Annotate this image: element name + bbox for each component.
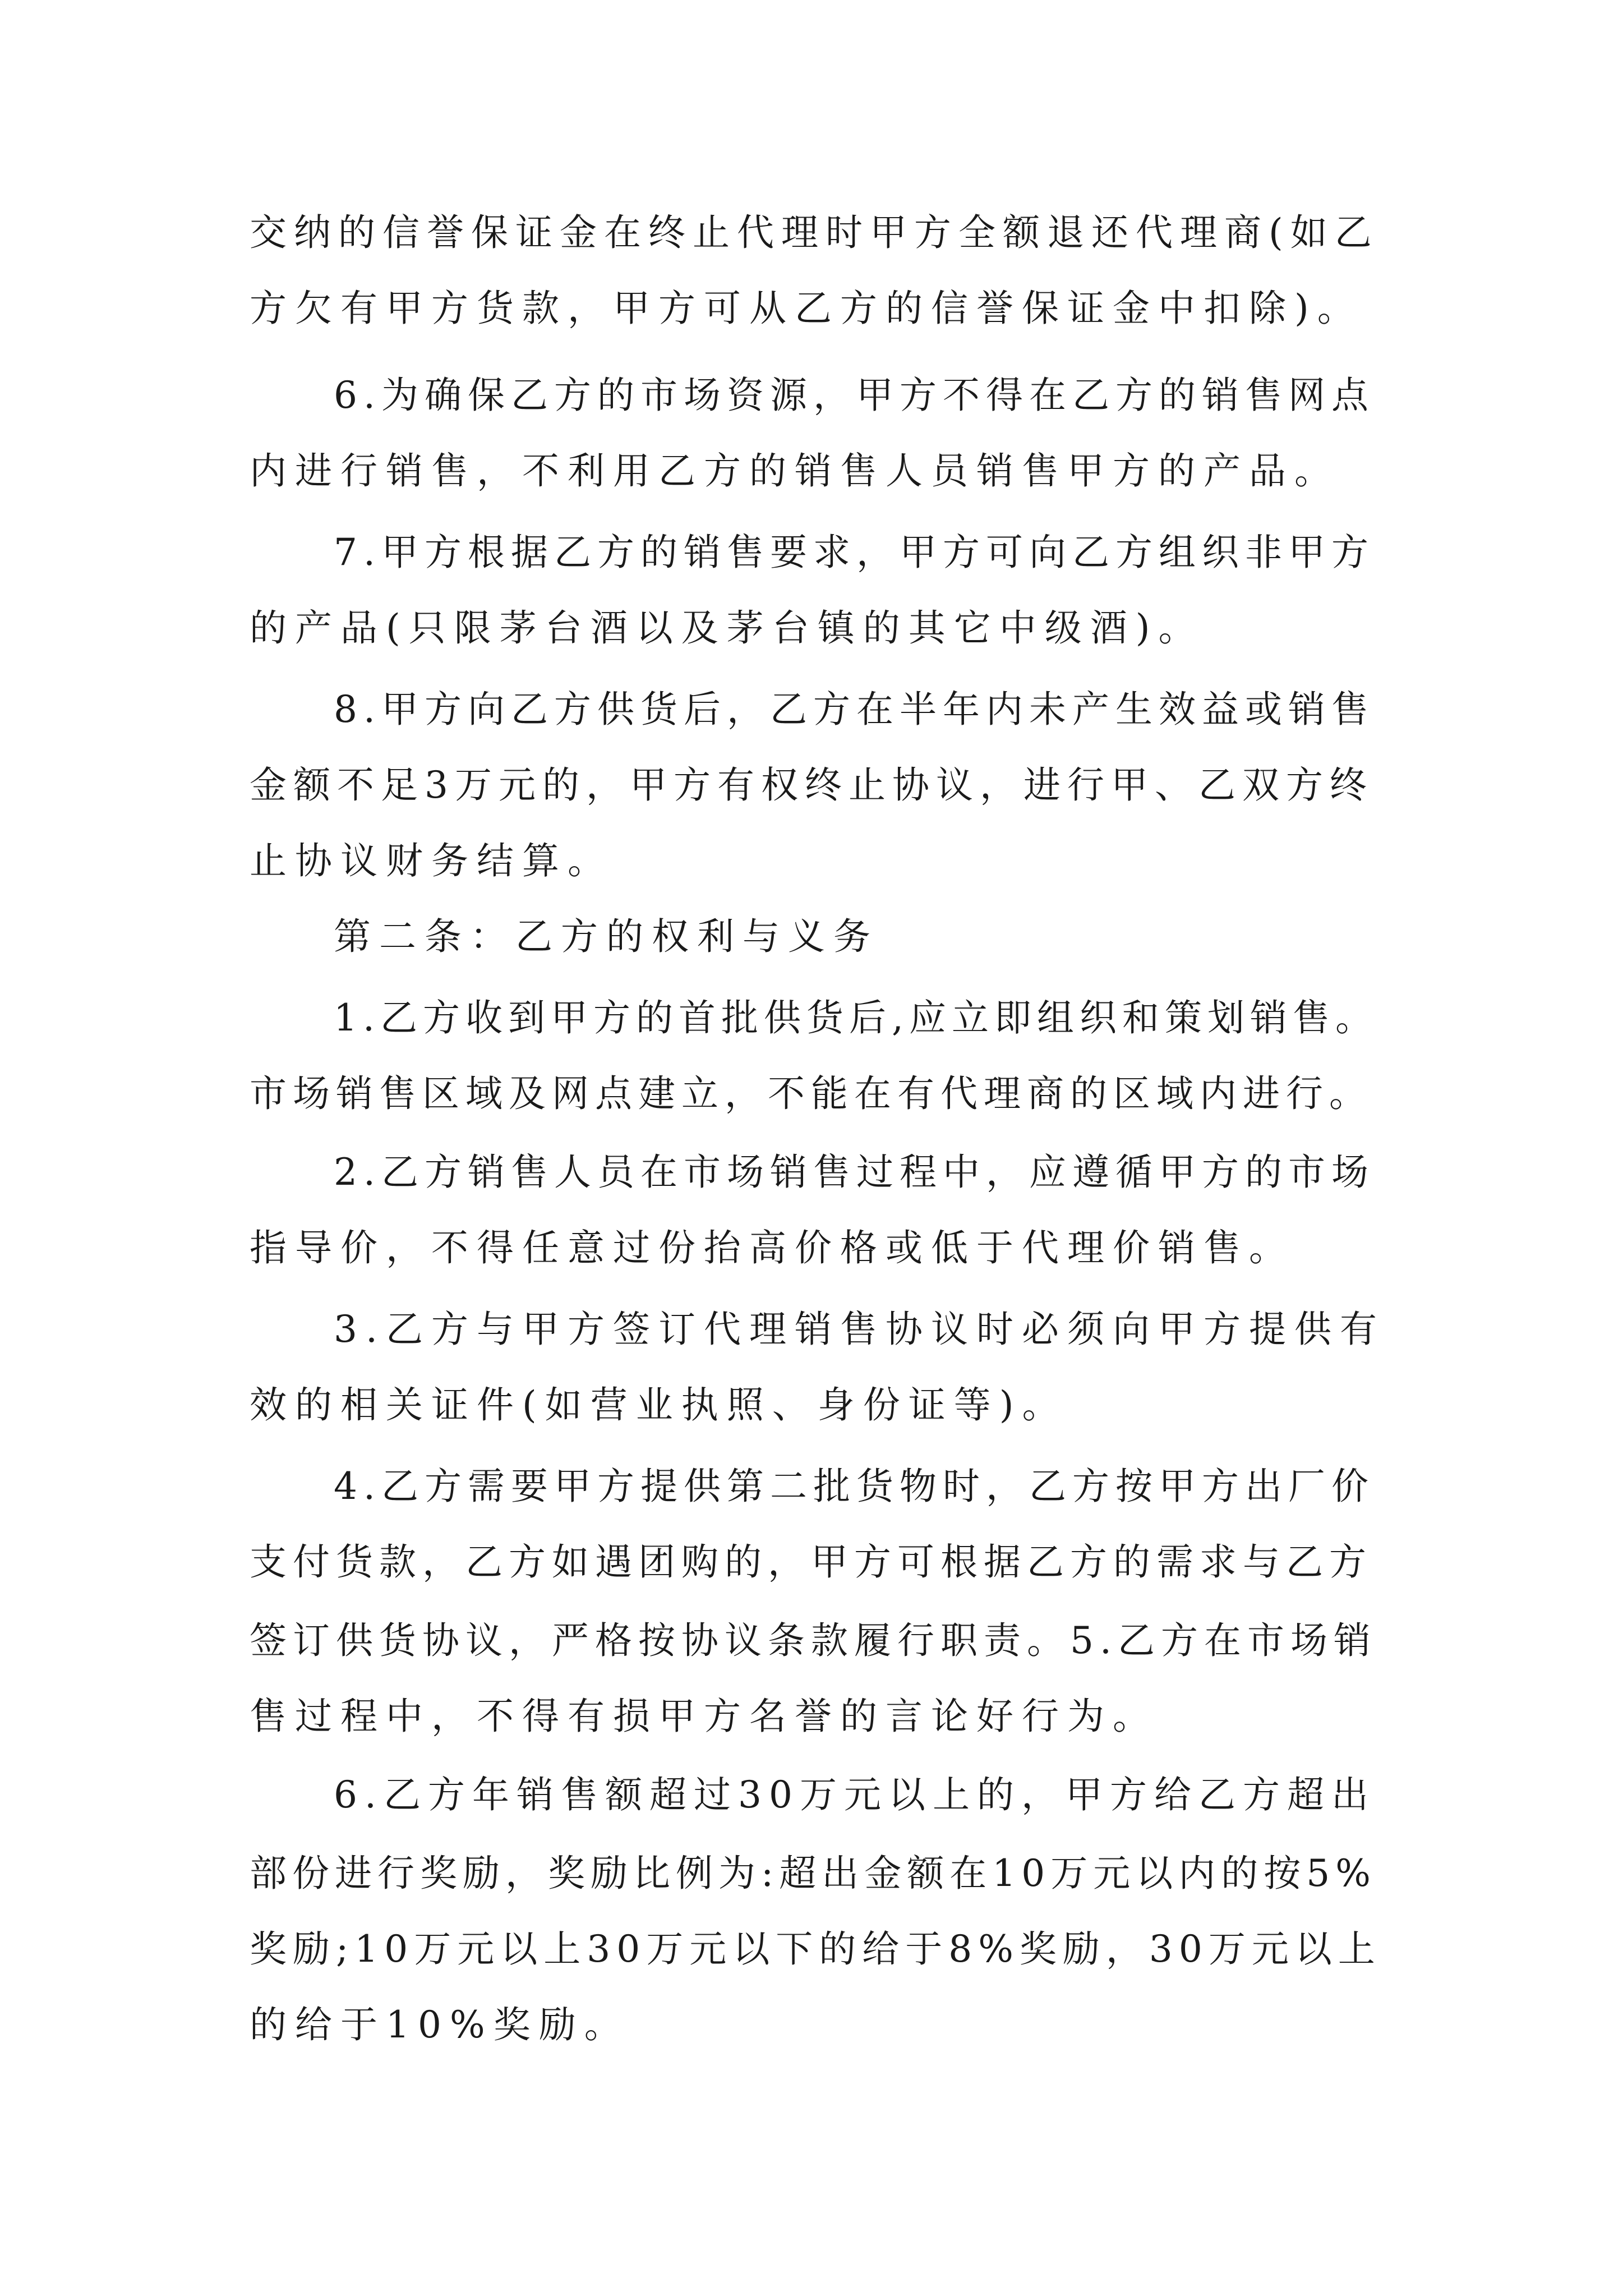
text-line: 1.乙方收到甲方的首批供货后,应立即组织和策划销售。 — [334, 996, 1378, 1039]
text-line: 的产品(只限茅台酒以及茅台镇的其它中级酒)。 — [250, 606, 1204, 650]
text-line: 奖励;10万元以上30万元以下的给于8%奖励，30万元以上 — [250, 1927, 1381, 1971]
text-line: 售过程中，不得有损甲方名誉的言论好行为。 — [250, 1695, 1158, 1738]
section-heading: 第二条：乙方的权利与义务 — [334, 915, 879, 958]
text-line: 指导价，不得任意过份抬高价格或低于代理价销售。 — [250, 1226, 1294, 1269]
text-line: 2.乙方销售人员在市场销售过程中，应遵循甲方的市场 — [334, 1151, 1375, 1194]
text-line: 签订供货协议，严格按协议条款履行职责。5.乙方在市场销 — [250, 1619, 1377, 1662]
text-line: 3.乙方与甲方签订代理销售协议时必须向甲方提供有 — [334, 1308, 1385, 1351]
text-line: 6.为确保乙方的市场资源，甲方不得在乙方的销售网点 — [334, 374, 1375, 417]
text-line: 市场销售区域及网点建立，不能在有代理商的区域内进行。 — [250, 1072, 1372, 1115]
text-line: 交纳的信誉保证金在终止代理时甲方全额退还代理商(如乙 — [250, 211, 1379, 254]
text-line: 金额不足3万元的，甲方有权终止协议，进行甲、乙双方终 — [250, 763, 1373, 807]
text-line: 部份进行奖励，奖励比例为:超出金额在10万元以内的按5% — [250, 1852, 1376, 1895]
text-line: 效的相关证件(如营业执照、身份证等)。 — [250, 1383, 1068, 1427]
text-line: 8.甲方向乙方供货后，乙方在半年内未产生效益或销售 — [334, 688, 1375, 731]
text-line: 6.乙方年销售额超过30万元以上的，甲方给乙方超出 — [334, 1773, 1376, 1816]
text-line: 内进行销售，不利用乙方的销售人员销售甲方的产品。 — [250, 449, 1340, 493]
text-line: 7.甲方根据乙方的销售要求，甲方可向乙方组织非甲方 — [334, 531, 1375, 574]
text-line: 止协议财务结算。 — [250, 839, 613, 882]
text-line: 4.乙方需要甲方提供第二批货物时，乙方按甲方出厂价 — [334, 1465, 1375, 1508]
text-line: 支付货款，乙方如遇团购的，甲方可根据乙方的需求与乙方 — [250, 1540, 1372, 1584]
text-line: 的给于10%奖励。 — [250, 2003, 630, 2046]
text-line: 方欠有甲方货款，甲方可从乙方的信誉保证金中扣除)。 — [250, 287, 1363, 330]
